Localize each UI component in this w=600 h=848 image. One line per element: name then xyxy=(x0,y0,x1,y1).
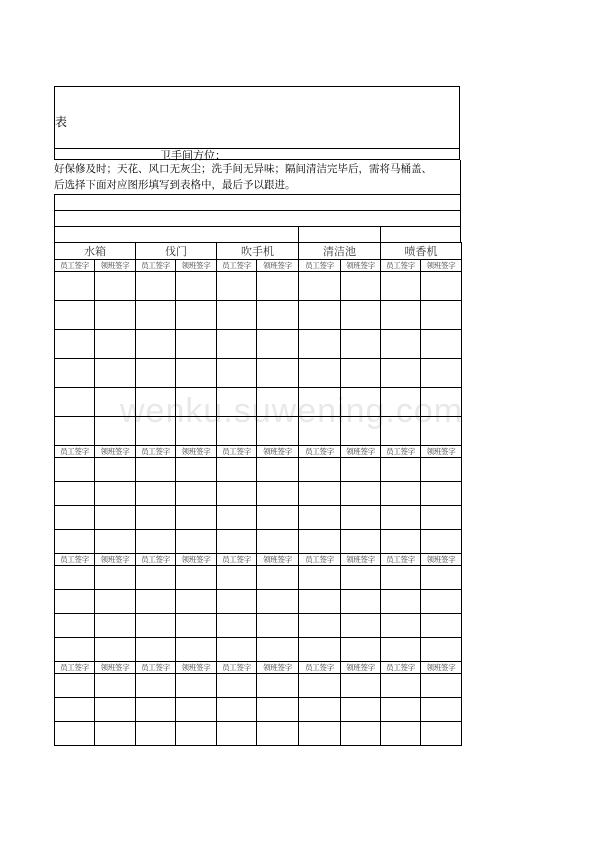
form-title: 表 xyxy=(55,115,68,129)
leader-signature-label: 领班签字 xyxy=(341,662,381,674)
divider xyxy=(380,226,381,242)
leader-signature-label: 领班签字 xyxy=(176,260,217,272)
leader-signature-label: 领班签字 xyxy=(257,260,299,272)
employee-signature-label: 员工签字 xyxy=(136,554,176,566)
column-header: 水箱 xyxy=(55,243,136,260)
blank-row xyxy=(55,530,462,554)
blank-row xyxy=(55,638,462,662)
leader-signature-label: 领班签字 xyxy=(421,446,462,458)
blank-row xyxy=(55,590,462,614)
employee-signature-label: 员工签字 xyxy=(55,260,95,272)
employee-signature-label: 员工签字 xyxy=(136,446,176,458)
blank-row xyxy=(55,301,462,330)
leader-signature-label: 领班签字 xyxy=(176,446,217,458)
instruction-line-1: 好保修及时；天花、风口无灰尘；洗手间无异味；隔间清洁完毕后，需将马桶盖、 xyxy=(54,163,432,175)
blank-row xyxy=(55,272,462,301)
leader-signature-label: 领班签字 xyxy=(341,260,381,272)
employee-signature-label: 员工签字 xyxy=(381,260,421,272)
blank-row xyxy=(55,458,462,482)
employee-signature-label: 员工签字 xyxy=(217,260,257,272)
employee-signature-label: 员工签字 xyxy=(217,662,257,674)
column-header: 吹手机 xyxy=(217,243,299,260)
employee-signature-label: 员工签字 xyxy=(299,554,341,566)
employee-signature-label: 员工签字 xyxy=(136,260,176,272)
leader-signature-label: 领班签字 xyxy=(341,446,381,458)
blank-row xyxy=(55,722,462,746)
employee-signature-label: 员工签字 xyxy=(55,554,95,566)
leader-signature-label: 领班签字 xyxy=(95,662,136,674)
signature-row xyxy=(55,662,462,674)
instructions xyxy=(54,161,461,193)
blank-row xyxy=(55,506,462,530)
divider xyxy=(54,194,460,195)
column-header: 清洁池 xyxy=(299,243,381,260)
blank-row xyxy=(55,674,462,698)
leader-signature-label: 领班签字 xyxy=(95,446,136,458)
column-header: 喷香机 xyxy=(381,243,462,260)
leader-signature-label: 领班签字 xyxy=(257,554,299,566)
location-label: 卫手间方位： xyxy=(160,149,226,162)
signature-row xyxy=(55,554,462,566)
leader-signature-label: 领班签字 xyxy=(176,554,217,566)
leader-signature-label: 领班签字 xyxy=(257,662,299,674)
checklist-table xyxy=(54,242,464,746)
leader-signature-label: 领班签字 xyxy=(95,554,136,566)
title-row xyxy=(54,86,460,149)
employee-signature-label: 员工签字 xyxy=(136,662,176,674)
employee-signature-label: 员工签字 xyxy=(299,662,341,674)
employee-signature-label: 员工签字 xyxy=(381,554,421,566)
blank-row xyxy=(55,359,462,388)
employee-signature-label: 员工签字 xyxy=(217,446,257,458)
leader-signature-label: 领班签字 xyxy=(95,260,136,272)
blank-row xyxy=(55,482,462,506)
leader-signature-label: 领班签字 xyxy=(257,446,299,458)
divider xyxy=(54,194,55,242)
leader-signature-label: 领班签字 xyxy=(421,260,462,272)
employee-signature-label: 员工签字 xyxy=(381,446,421,458)
signature-row xyxy=(55,260,462,272)
leader-signature-label: 领班签字 xyxy=(421,554,462,566)
watermark: wenku.suwening.com xyxy=(120,392,464,430)
divider xyxy=(460,160,461,242)
signature-row xyxy=(55,446,462,458)
column-header: 伐门 xyxy=(136,243,217,260)
employee-signature-label: 员工签字 xyxy=(381,662,421,674)
employee-signature-label: 员工签字 xyxy=(299,260,341,272)
divider xyxy=(54,226,460,227)
leader-signature-label: 领班签字 xyxy=(176,662,217,674)
column-header-row xyxy=(55,243,462,260)
leader-signature-label: 领班签字 xyxy=(341,554,381,566)
blank-row xyxy=(55,330,462,359)
leader-signature-label: 领班签字 xyxy=(421,662,462,674)
blank-row xyxy=(55,566,462,590)
divider xyxy=(298,226,299,242)
employee-signature-label: 员工签字 xyxy=(55,446,95,458)
divider xyxy=(54,210,460,211)
employee-signature-label: 员工签字 xyxy=(299,446,341,458)
blank-row xyxy=(55,698,462,722)
instruction-line-2: 后选择下面对应图形填写到表格中，最后予以跟进。 xyxy=(54,179,296,191)
blank-row xyxy=(55,614,462,638)
location-row xyxy=(54,148,460,160)
employee-signature-label: 员工签字 xyxy=(55,662,95,674)
employee-signature-label: 员工签字 xyxy=(217,554,257,566)
